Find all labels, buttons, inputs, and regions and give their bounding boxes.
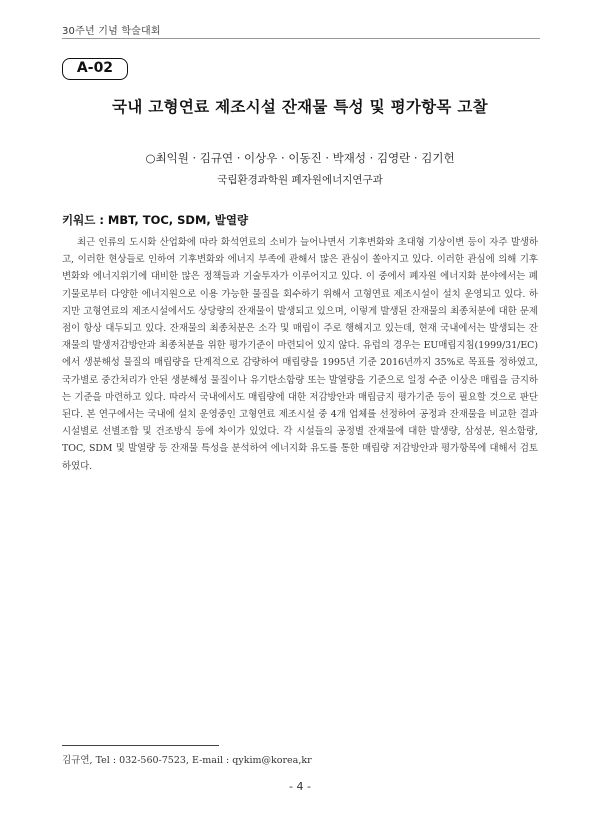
page-number: - 4 - (289, 780, 311, 793)
paper-title: 국내 고형연료 제조시설 잔재물 특성 및 평가항목 고찰 (112, 98, 488, 116)
conference-header: 30주년 기념 학술대회 (62, 26, 161, 37)
header-divider (62, 38, 540, 39)
affiliation: 국립환경과학원 폐자원에너지연구과 (217, 174, 383, 186)
paper-id-badge: A-02 (62, 58, 128, 80)
abstract-body: 최근 인류의 도시화 산업화에 따라 화석연료의 소비가 늘어나면서 기후변화와 초대형 기상이변 등이 자주 발생하고, 이러한 현상들로 인하여 기후변화와 에너지 부족에 관해서 많은 관심이 쏠아지고 있다. 이러한 관심에 의해 기후변화와 에너지위기에 대비한 많은 정책들과 기술투자가 이루어지고 있다. 이 중에서 폐자원 에너지화 분야에서는 폐기물로부터 다양한 에너지원으로 이용 가능한 물질을 회수하기 위해서 고형연료 제조시설이 설치 운영되고 있다. 하지만 고형연료의 제조시설에서도 상당량의 잔재물이 발생되고 있으며, 이렇게 발생된 잔재물의 최종처분에 대한 문제점이 항상 대두되고 있다. 잔재물의 최종처분은 소각 및 매립이 주로 행해지고 있는데, 현재 국내에서는 발생되는 잔재물의 발생저감방안과 최종처분을 위한 평가기준이 마련되어 있지 않다. 유럽의 경우는 EU매립지침(1999/31/EC)에서 생분해성 물질의 매립량을 단계적으로 감량하여 매립량을 1995년 기준 2016년까지 35%로 목표를 정하였고, 국가별로 중간처리가 안된 생분해성 물질이나 유기탄소함량 또는 발열량을 기준으로 일정 수준 이상은 매립을 금지하는 기준을 마련하고 있다. 따라서 국내에서도 매립량에 대한 저감방안과 매립금지 평가기준 등이 필요할 것으로 판단된다. 본 연구에서는 국내에 설치 운영중인 고형연료 제조시설 중 4개 업체를 선정하여 공정과 잔재물을 비교한 결과 시설별로 선별조합 및 건조방식 등에 차이가 있었다. 각 시설들의 공정별 잔재물에 대한 발생량, 삼성분, 원소함량, TOC, SDM 및 발열량 등 잔재물 특성을 분석하여 에너지화 유도를 통한 매립량 저감방안과 평가항목에 대해서 검토하였다. (62, 237, 538, 472)
keywords: 키워드 : MBT, TOC, SDM, 발열량 (62, 213, 249, 227)
author-list: ○최익원 · 김규연 · 이상우 · 이동진 · 박재성 · 김영란 · 김기헌 (145, 151, 455, 165)
footnote-divider (62, 745, 219, 746)
corresponding-author-footnote: 김규연, Tel : 032-560-7523, E-mail : qykim@korea,kr (62, 755, 312, 766)
